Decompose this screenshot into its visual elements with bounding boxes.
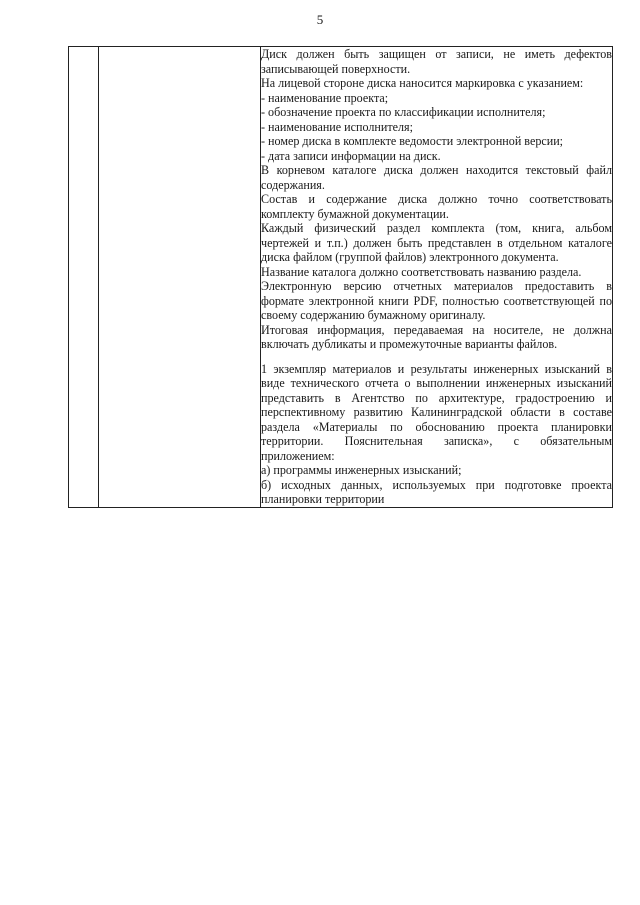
paragraph: Название каталога должно соответствовать названию раздела. [261,264,582,279]
paragraph: В корневом каталоге диска должен находится текстовый файл содержания. [261,163,612,192]
page-number: 5 [316,12,324,27]
table-cell-number [69,47,99,508]
list-item: - дата записи информации на диск. [261,148,441,163]
table-row [69,47,613,508]
paragraph: Состав и содержание диска должно точно соответствовать комплекту бумажной документации. [261,192,612,221]
list-item: - наименование исполнителя; [261,119,413,134]
paragraph: Диск должен быть защищен от записи, не иметь дефектов записывающей поверхности. [261,47,612,76]
paragraph: Каждый физический раздел комплекта (том, книга, альбом чертежей и т.п.) должен быть представлен в отдельном каталоге диска файлом (группой файлов) электронного документа. [261,221,612,264]
paragraph: Итоговая информация, передаваемая на носителе, не должна включать дубликаты и промежуточные варианты файлов. [261,322,612,351]
requirements-table [68,46,613,508]
paragraph: 1 экземпляр материалов и результаты инженерных изысканий в виде технического отчета о выполнении инженерных изысканий представить в Агентство по архитектуре, градостроению и перспективному развитию Калининградской области в составе раздела «Материалы по обоснованию проекта планировки территории. Пояснительная записка», с обязательным приложением: [261,361,612,463]
table-cell-parameter [99,47,261,508]
list-item: б) исходных данных, используемых при подготовке проекта планировки территории [261,477,612,506]
requirements-text [261,47,612,507]
list-item: а) программы инженерных изысканий; [261,463,462,477]
paragraph: Электронную версию отчетных материалов предоставить в формате электронной книги PDF, полностью соответствующей по своему содержанию бумажному оригиналу. [261,279,612,322]
paragraph: На лицевой стороне диска наносится маркировка с указанием: [261,76,584,90]
list-item: - номер диска в комплекте ведомости электронной версии; [261,134,564,148]
list-item: - наименование проекта; [261,90,389,105]
list-item: - обозначение проекта по классификации исполнителя; [261,105,546,119]
table-cell-requirements [261,47,613,508]
